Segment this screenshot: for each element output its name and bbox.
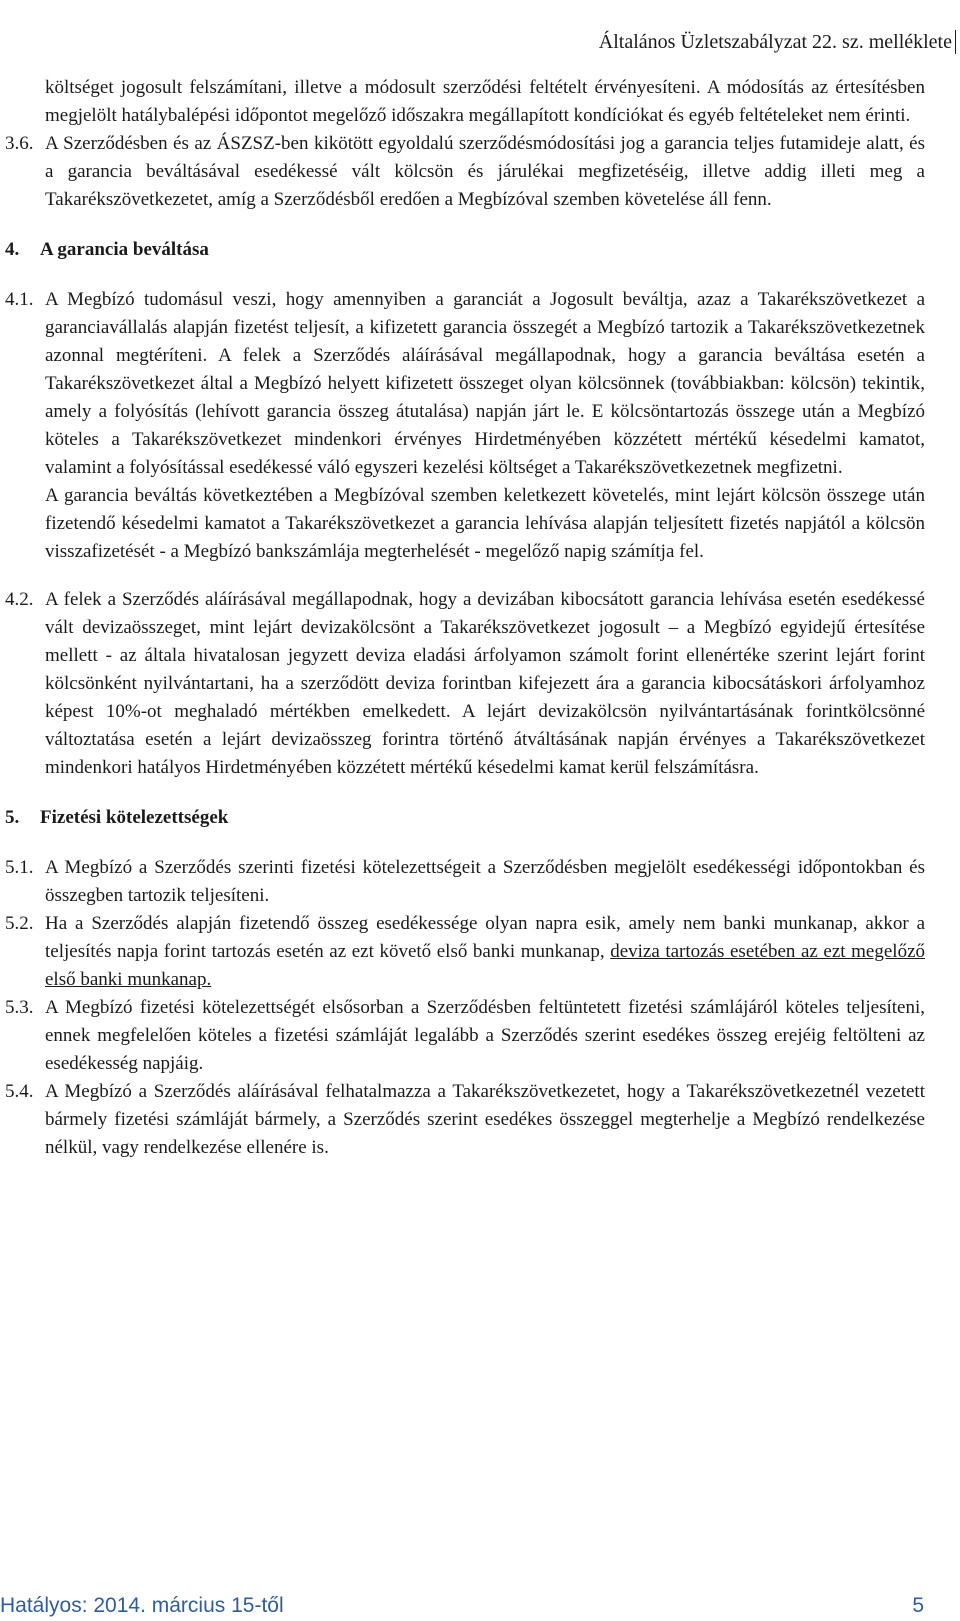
clause-number: 3.6. bbox=[5, 133, 34, 154]
clause-3-6 bbox=[5, 130, 925, 214]
clause-text: A Megbízó tudomásul veszi, hogy amennyiben a garanciát a Jogosult beváltja, azaz a Takarékszövetkezet a garanciavállalás alapján fizetést teljesít, a kifizetett garancia összegét a Megbízó tartozik a Takarékszövetkezetnek azonnal megtéríteni. A felek a Szerződés aláírásával megállapodnak, hogy a garancia beváltása esetén a Takarékszövetkezet által a Megbízó helyett kifizetett összeget olyan kölcsönnek (továbbiakban: kölcsön) tekintik, amely a folyósítás (lehívott garancia összeg átutalása) napján járt le. E kölcsöntartozás összege után a Megbízó köteles a Takarékszövetkezet mindenkori érvényes Hirdetményében közzétett mértékű késedelmi kamatot, valamint a folyósítással esedékessé váló egyszeri kezelési költséget a Takarékszövetkezetnek megfizetni. bbox=[45, 289, 925, 478]
clause-text: A Megbízó fizetési kötelezettségét elsősorban a Szerződésben feltüntetett fizetési számlájáról köteles teljesíteni, ennek megfelelően köteles a fizetési számláját legalább a Szerződés szerint esedékes összeg erejéig feltölteni az esedékesség napjáig. bbox=[45, 997, 925, 1074]
clause-5-3 bbox=[5, 994, 925, 1078]
clause-number: 4.1. bbox=[5, 289, 34, 310]
section-number: 5. bbox=[5, 807, 20, 828]
clause-text: A Megbízó a Szerződés szerinti fizetési kötelezettségeit a Szerződésben megjelölt esedékességi időpontokban és összegben tartozik teljesíteni. bbox=[45, 857, 925, 906]
underlined-clause-text: deviza tartozás esetében az ezt megelőző első banki munkanap. bbox=[45, 941, 926, 990]
section-title: Fizetési kötelezettségek bbox=[40, 807, 229, 828]
clause-4-1 bbox=[5, 286, 925, 482]
clause-number: 5.4. bbox=[5, 1081, 34, 1102]
clause-5-1 bbox=[5, 854, 925, 910]
document-body bbox=[5, 74, 925, 1162]
clause-5-2 bbox=[5, 910, 925, 994]
clause-text: A Megbízó a Szerződés aláírásával felhatalmazza a Takarékszövetkezetet, hogy a Takarékszövetkezetnél vezetett bármely fizetési számláját bármely, a Szerződés szerint esedékes összeggel megterhelje a Megbízó rendelkezése nélkül, vagy rendelkezése ellenére is. bbox=[45, 1081, 925, 1158]
clause-text: A Szerződésben és az ÁSZSZ-ben kikötött egyoldalú szerződésmódosítási jog a garancia teljes futamideje alatt, és a garancia beváltásával esedékessé vált kölcsön és járulékai megfizetéséig, illetve addig illeti meg a Takarékszövetkezetet, amíg a Szerződésből eredően a Megbízóval szemben követelése áll fenn. bbox=[45, 133, 925, 210]
clause-number: 4.2. bbox=[5, 589, 34, 610]
page-header: Általános Üzletszabályzat 22. sz. melléklete bbox=[599, 30, 956, 54]
clause-number: 5.2. bbox=[5, 913, 34, 934]
clause-number: 5.3. bbox=[5, 997, 34, 1018]
clause-4-1-continuation: A garancia beváltás következtében a Megbízóval szemben keletkezett követelés, mint lejárt kölcsön összege után fizetendő késedelmi kamatot a Takarékszövetkezet a garancia lehívása alapján teljesített fizetés napjától a kölcsön visszafizetését - a Megbízó bankszámlája megterhelését - megelőző napig számítja fel. bbox=[45, 485, 925, 562]
page-number: 5 bbox=[912, 1594, 924, 1617]
section-4-heading bbox=[5, 236, 925, 264]
clause-4-2 bbox=[5, 586, 925, 782]
clause-text: Ha a Szerződés alapján fizetendő összeg esedékessége olyan napra esik, amely nem banki munkanap, akkor a teljesítés napja forint tartozás esetén az ezt követő első banki munkanap, bbox=[45, 913, 925, 962]
section-5-heading bbox=[5, 804, 925, 832]
clause-5-4 bbox=[5, 1078, 925, 1162]
clause-text: A felek a Szerződés aláírásával megállapodnak, hogy a devizában kibocsátott garancia lehívása esetén esedékessé vált devizaösszeget, mint lejárt devizakölcsönt a Takarékszövetkezet jogosult – a Megbízó egyidejű értesítése mellett - az általa hivatalosan jegyzett deviza eladási árfolyamon számolt forint ellenértéke szerint lejárt forint kölcsönként nyilvántartani, ha a szerződött deviza forintban kifejezett ára a garancia kibocsátáskori árfolyamhoz képest 10%-ot meghaladó mértékben emelkedett. A lejárt devizakölcsön nyilvántartásának forintkölcsönné változtatása esetén a lejárt devizaösszeg forintra történő átváltásának napján érvényes a Takarékszövetkezet mindenkori hatályos Hirdetményében közzétett mértékű késedelmi kamat kerül felszámításra. bbox=[45, 589, 925, 778]
intro-paragraph: költséget jogosult felszámítani, illetve a módosult szerződési feltételt érvényesíteni. A módosítás az értesítésben megjelölt hatálybalépési időpontot megelőző időszakra megállapított kondíciókat és egyéb feltételeket nem érinti. bbox=[45, 77, 925, 126]
section-number: 4. bbox=[5, 239, 20, 260]
clause-number: 5.1. bbox=[5, 857, 34, 878]
section-title: A garancia beváltása bbox=[40, 239, 209, 260]
footer-effective-date: Hatályos: 2014. március 15-től bbox=[0, 1594, 284, 1617]
